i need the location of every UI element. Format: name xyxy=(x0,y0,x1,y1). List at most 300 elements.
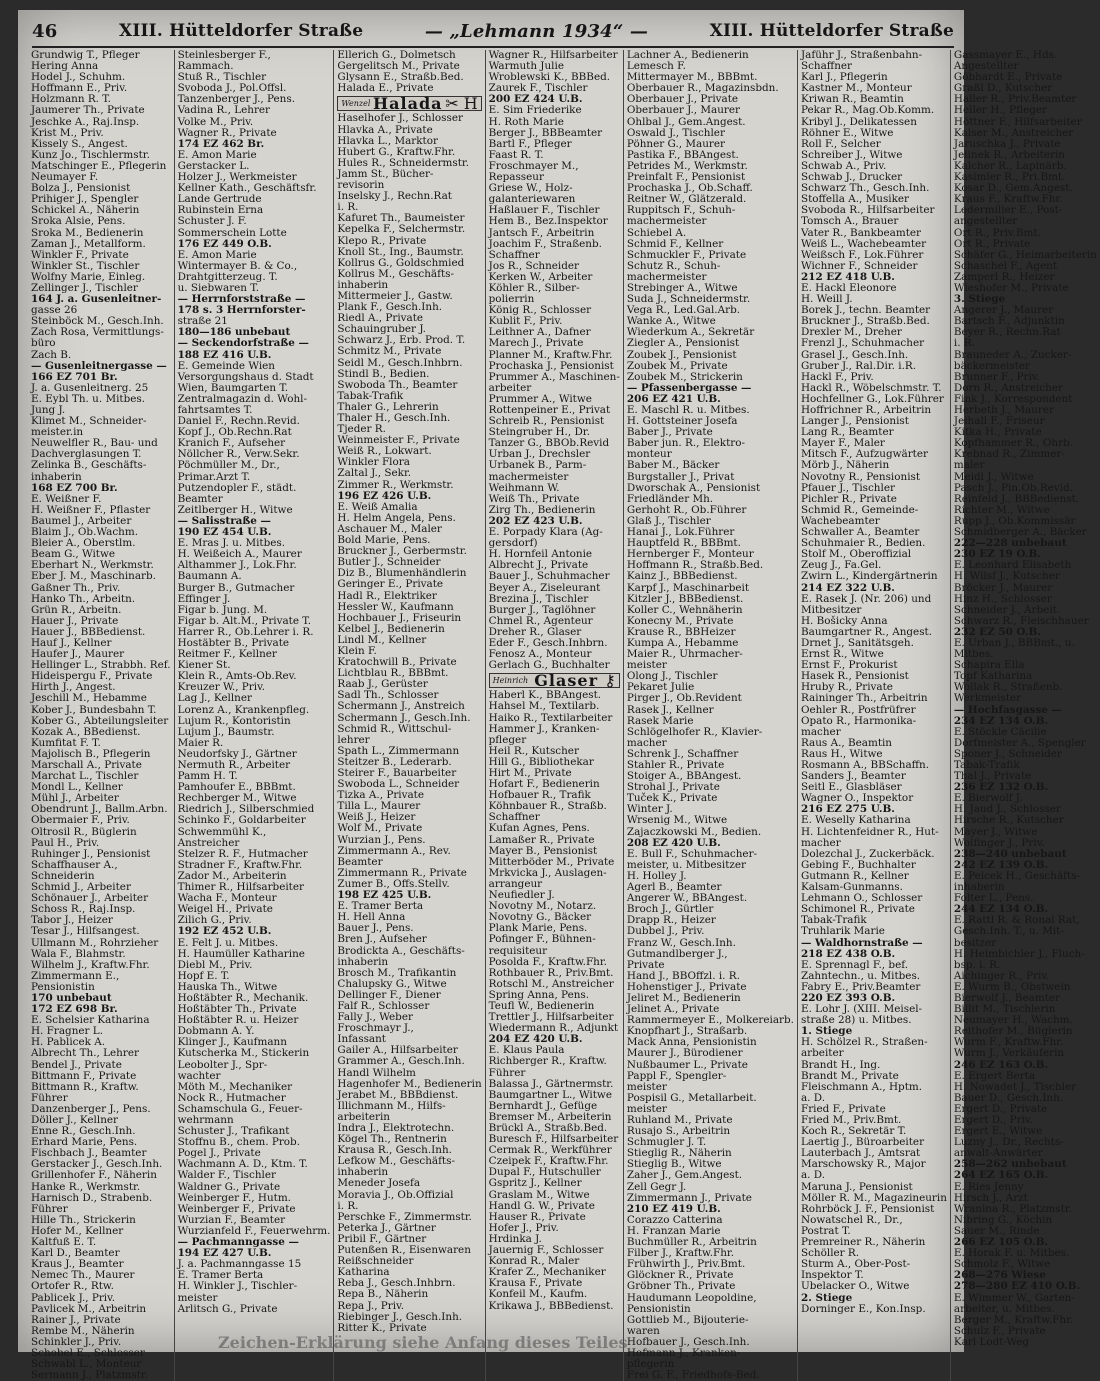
directory-entry: H. Haumüller Katharine xyxy=(177,947,305,960)
directory-entry: E. Bierwolf J. xyxy=(953,792,1023,805)
directory-entry: Hackl R., Wöbelschmstr. T. xyxy=(800,381,942,394)
directory-entry: Cermak R., Werkführer xyxy=(488,1144,612,1157)
directory-entry: Reithofer M., Büglerin xyxy=(953,1025,1073,1038)
directory-entry: Baber M., Bäcker xyxy=(626,459,720,472)
directory-entry: Sadl Th., Schlosser xyxy=(337,689,439,702)
directory-entry: 178 s. 3 Herrnforster- xyxy=(177,304,306,317)
directory-entry: Ledermiller E., Post- xyxy=(953,204,1063,217)
directory-entry: H. Franzan Marie xyxy=(626,1224,721,1237)
directory-entry: Schöller R. xyxy=(800,1247,860,1260)
directory-entry: E. Weselly Katharina xyxy=(800,814,911,827)
directory-entry: Hadl R., Elektriker xyxy=(337,589,437,602)
directory-entry: E. Klaus Paula xyxy=(488,1044,565,1057)
directory-entry: Walder F., Tischler xyxy=(177,1169,276,1182)
directory-entry: Hammer J., Kranken- xyxy=(488,722,600,735)
directory-entry: Tabak-Trafik xyxy=(337,389,404,402)
directory-entry: Zirg Th., Bedienerin xyxy=(488,503,596,516)
directory-entry: Waldner G., Private xyxy=(177,1180,281,1193)
directory-entry: 168 EZ 700 Br. xyxy=(31,481,118,494)
directory-entry: H. Pablicek A. xyxy=(31,1036,106,1049)
directory-entry: requisiteur xyxy=(488,944,548,957)
directory-entry: Pichler R., Private xyxy=(800,492,897,505)
directory-entry: Hofer J., Priv. xyxy=(488,1221,559,1234)
directory-entry: Zaltal J., Sekr. xyxy=(337,467,412,480)
directory-entry: Krausa R., Gesch.Inh. xyxy=(337,1144,452,1157)
directory-entry: 216 EZ 275 U.B. xyxy=(800,803,895,816)
directory-entry: Jeihall F., Friseur xyxy=(953,415,1045,428)
directory-entry: Wurm J., Verkäuferin xyxy=(953,1047,1065,1060)
directory-entry: Weiß R., Lokwart. xyxy=(337,445,432,458)
directory-entry: 210 EZ 419 U.B. xyxy=(626,1202,721,1215)
directory-entry: inhaberin xyxy=(337,955,389,968)
directory-entry: Nemec Th., Maurer xyxy=(31,1269,135,1282)
directory-entry: Steitzer B., Lederarb. xyxy=(337,755,452,768)
directory-entry: Gaßner Th., Priv. xyxy=(31,581,121,594)
directory-entry: E. Tramer Berta xyxy=(337,900,424,913)
directory-entry: 238—240 unbebaut xyxy=(953,847,1067,860)
directory-column xyxy=(486,50,624,1381)
directory-entry: Röhner E., Witwe xyxy=(800,126,894,139)
directory-entry: Rembe M., Näherin xyxy=(31,1324,135,1337)
directory-entry: Zimmermann R., Private xyxy=(337,866,467,879)
directory-entry: 268—276 Wiese xyxy=(953,1269,1046,1282)
directory-entry: Plank F., Gesch.Inh. xyxy=(337,301,443,314)
directory-entry: i. R. xyxy=(337,1199,359,1212)
directory-entry: Wurm F., Kraftw.Fhr. xyxy=(953,1036,1064,1049)
directory-entry: Drapp R., Heizer xyxy=(626,914,716,927)
directory-entry: 266 EZ 105 O.B. xyxy=(953,1236,1049,1249)
ad-surname: Glaser xyxy=(534,671,598,691)
directory-entry: 234 EZ 134 O.B. xyxy=(953,714,1049,727)
directory-entry: Tesar J., Hilfsangest. xyxy=(31,925,140,938)
directory-entry: Rupp J., Ob.Kommissär xyxy=(953,514,1076,527)
directory-entry: Angerer J., Maurer xyxy=(953,304,1054,317)
directory-entry: Olong J., Tischler xyxy=(626,670,718,683)
directory-entry: Maruna J., Pensionist xyxy=(800,1180,913,1193)
directory-entry: H. Weißner F., Pflaster xyxy=(31,503,151,516)
directory-entry: Corazzo Catterina xyxy=(626,1213,723,1226)
directory-entry: Schmidberger A., Bäcker xyxy=(953,526,1087,539)
directory-entry: Burger J., Taglöhner xyxy=(488,603,596,616)
directory-entry: E. Bull F., Schuhmacher- xyxy=(626,847,758,860)
advertisement-glaser xyxy=(489,671,620,691)
directory-entry: H. Wilsf J., Kutscher xyxy=(953,570,1060,583)
directory-entry: Gerhoht R., Ob.Führer xyxy=(626,503,747,516)
directory-entry: Klinger J., Kaufmann xyxy=(177,1036,287,1049)
directory-entry: Raus H., Witwe xyxy=(800,747,883,760)
directory-entry: Wachebeamter xyxy=(800,514,880,527)
directory-entry: — Salisstraße — xyxy=(177,514,271,527)
directory-entry: 190 EZ 454 U.B. xyxy=(177,526,272,539)
directory-entry: E. Felt J. u. Mitbes. xyxy=(177,936,279,949)
directory-entry: 200 EZ 424 U.B. xyxy=(488,93,583,106)
directory-entry: Topf Katharina xyxy=(953,670,1033,683)
directory-entry: Drnet J., Sanitätsgeh. xyxy=(800,636,914,649)
directory-entry: Friedländer Mh. xyxy=(626,492,714,505)
directory-entry: Nibring G., Köchin xyxy=(953,1213,1053,1226)
directory-entry: Heller H., Pfleger xyxy=(953,104,1048,117)
directory-entry: Kögel Th., Rentnerin xyxy=(337,1133,447,1146)
directory-entry: Bruckner J., Gerbermstr. xyxy=(337,545,467,558)
directory-entry: Richberger R., Kraftw. xyxy=(488,1055,607,1068)
directory-entry: E. Weiß Amalia xyxy=(337,500,418,513)
directory-entry: Dellinger F., Diener xyxy=(337,988,441,1001)
directory-entry: Thal J., Private xyxy=(953,770,1032,783)
directory-entry: meister xyxy=(626,659,667,672)
directory-entry: Drexler M., Dreher xyxy=(800,326,902,339)
directory-entry: Kaltfuß E. T. xyxy=(31,1236,97,1249)
directory-entry: Prummer A., Witwe xyxy=(488,392,592,405)
directory-entry: Novotny G., Bäcker xyxy=(488,911,592,924)
directory-entry: Stindl B., Bedien. xyxy=(337,367,430,380)
directory-entry: Urbanek B., Parm- xyxy=(488,459,587,472)
directory-entry: Reitner W., Glätzerald. xyxy=(626,193,747,206)
directory-entry: Riebinger J., Gesch.Inh. xyxy=(337,1310,463,1323)
directory-entry: Inspektor T. xyxy=(800,1269,864,1282)
header-street-right: XIII. Hütteldorfer Straße xyxy=(709,21,954,41)
directory-entry: E. Lohr J. (XIII. Meisel- xyxy=(800,1003,923,1016)
directory-entry: straße 21 xyxy=(177,315,228,328)
directory-entry: wehrmann xyxy=(177,1114,234,1126)
directory-entry: Vater R., Bankbeamter xyxy=(800,226,922,239)
directory-entry: Krafer Z., Mechaniker xyxy=(488,1266,606,1279)
directory-entry: Knopfhart J., Straßarb. xyxy=(626,1025,748,1038)
directory-entry: E. Sim Friederike xyxy=(488,104,582,117)
directory-entry: Pensionistin xyxy=(31,980,95,993)
directory-entry: Schobel E., Schlosser xyxy=(31,1346,145,1359)
directory-entry: Schwabl L., Monteur xyxy=(31,1358,142,1371)
directory-entry: Konrad R., Maler xyxy=(488,1255,580,1268)
directory-entry: Hoffmann R., Straßb.Bed. xyxy=(626,559,764,572)
directory-entry: Hirth J., Angest. xyxy=(31,681,116,694)
directory-entry: Pavlicek M., Arbeitrin xyxy=(31,1302,147,1315)
directory-entry: E. Eybl Th. u. Mitbes. xyxy=(31,392,146,405)
directory-entry: H. Weißeich A., Maurer xyxy=(177,548,302,561)
directory-entry: Fischbach J., Beamter xyxy=(31,1147,147,1160)
directory-entry: Hanke R., Werkmstr. xyxy=(31,1180,141,1193)
directory-entry: 2. Stiege xyxy=(800,1291,853,1304)
directory-entry: Lauterbach J., Amtsrat xyxy=(800,1147,921,1160)
directory-entry: Kelbel J., Bedienerin xyxy=(337,622,445,635)
directory-entry: E. Wurm B., Obstwein xyxy=(953,980,1071,993)
directory-entry: maler xyxy=(953,459,985,472)
directory-entry: Zelinka B., Geschäfts- xyxy=(31,459,147,472)
directory-entry: Jos R., Schneider xyxy=(488,259,580,272)
directory-entry: Konfeil M., Kaufm. xyxy=(488,1288,588,1301)
directory-entry: Kellner Kath., Geschäftsfr. xyxy=(177,182,317,195)
directory-entry: Schuster J., Trafikant xyxy=(177,1125,290,1138)
directory-entry: Berger M., Kraftw.Fhr. xyxy=(953,1313,1074,1326)
directory-entry: Repa B., Näherin xyxy=(337,1288,429,1301)
directory-entry: Grammer A., Gesch.Inh. xyxy=(337,1055,465,1068)
directory-entry: Oltrosil R., Büglerin xyxy=(31,825,137,838)
directory-entry: Matschinger E., Pflegerin xyxy=(31,159,167,172)
directory-entry: — Pachmanngasse — xyxy=(177,1236,299,1249)
directory-entry: Thaler G., Lehrerin xyxy=(337,400,439,413)
directory-entry: Hanai J., Lok.Führer xyxy=(626,526,735,539)
directory-entry: arbeiterin xyxy=(337,1110,390,1123)
directory-entry: E. Pelcek H., Geschäfts- xyxy=(953,869,1080,882)
directory-entry: Prochaska J., Ob.Schaff. xyxy=(626,182,753,195)
directory-entry: angestellter xyxy=(953,215,1018,228)
directory-entry: Zell Gegr J. xyxy=(626,1180,687,1193)
directory-entry: Figar b. Jung. M. xyxy=(177,603,268,616)
directory-column xyxy=(624,50,798,1381)
directory-entry: Borek J., techn. Beamter xyxy=(800,304,931,317)
directory-entry: Ubelacker O., Witwe xyxy=(800,1280,910,1293)
directory-entry: anwalt-Anwärter xyxy=(953,1147,1043,1160)
directory-entry: Führer xyxy=(31,1091,68,1104)
directory-entry: Wintermayer B. & Co., xyxy=(177,259,298,272)
directory-entry: Leithner A., Dafner xyxy=(488,326,591,339)
directory-entry: Faast R. T. xyxy=(488,148,544,161)
directory-entry: H. Nowadet J., Tischler xyxy=(953,1080,1077,1093)
directory-entry: Schimonel R., Private xyxy=(800,903,915,916)
directory-entry: E. Tramer Berta xyxy=(177,1269,264,1282)
directory-entry: Schuhmaier R., Bedien. xyxy=(800,537,926,550)
directory-entry: Hauf J., Kellner xyxy=(31,636,112,649)
directory-entry: Ziegler A., Pensionist xyxy=(626,337,740,350)
directory-entry: Jeschill M., Hebamme xyxy=(31,692,147,705)
directory-entry: Kalcher R., Lapinärb. xyxy=(953,159,1067,172)
directory-entry: E. Weißner F. xyxy=(31,492,102,505)
directory-entry: Hoßtäbter Th., Private xyxy=(177,1003,297,1016)
directory-entry: Kozak A., BBedienst. xyxy=(31,725,141,738)
directory-entry: 188 EZ 416 U.B. xyxy=(177,348,272,361)
directory-entry: Hinz H., Schlosser xyxy=(953,592,1052,605)
directory-entry: Krist M., Priv. xyxy=(31,126,104,139)
directory-entry: Stahler R., Private xyxy=(626,759,725,771)
directory-entry: bäckermeister xyxy=(953,359,1030,372)
directory-entry: Wolfinger J., Priv. xyxy=(953,836,1045,849)
directory-entry: Möller R. M., Magazineurin xyxy=(800,1191,947,1204)
directory-entry: Hessler W., Kaufmann xyxy=(337,600,454,613)
directory-entry: Reißschneider xyxy=(337,1255,414,1268)
directory-entry: Kalsam-Gunmanns. xyxy=(800,881,903,894)
directory-entry: Angerer W., BBAngest. xyxy=(626,892,748,905)
directory-entry: 166 EZ 701 Br. xyxy=(31,370,118,383)
directory-entry: Lang R., Beamter xyxy=(800,426,894,439)
directory-entry: Pablicek J., Priv. xyxy=(31,1291,116,1304)
directory-entry: Diebl M., Priv. xyxy=(177,958,253,971)
directory-entry: Kutscherka M., Stickerin xyxy=(177,1047,310,1060)
directory-entry: Karpf J., Maschinarbeit xyxy=(626,581,750,594)
directory-entry: inhaberin xyxy=(337,278,389,291)
directory-column xyxy=(28,50,175,1381)
directory-entry: Roll F., Selcher xyxy=(800,137,881,150)
directory-entry: Hopf E. T. xyxy=(177,969,230,982)
directory-entry: Zimmer R., Werkmstr. xyxy=(337,478,454,491)
directory-entry: Lemesch F. xyxy=(626,60,686,73)
directory-entry: Kratochwill B., Private xyxy=(337,656,457,669)
directory-entry: E. Wimmer W., Garten- xyxy=(953,1291,1075,1304)
directory-entry: Indra J., Elektrotechn. xyxy=(337,1122,455,1134)
directory-entry: Dupal F., Hutschuller xyxy=(488,1166,601,1179)
directory-entry: H. Lichtenfeidner R., Hut- xyxy=(800,825,939,838)
directory-entry: Prihiger J., Spengler xyxy=(31,193,139,206)
directory-entry: Marschall A., Private xyxy=(31,759,142,771)
directory-entry: Gassmayer E., Hds. xyxy=(953,49,1058,61)
directory-entry: Rainer J., Private xyxy=(31,1313,121,1326)
directory-entry: Brückl A., Straßb.Bed. xyxy=(488,1122,608,1134)
directory-entry: Steingruber H., Dr. xyxy=(488,426,590,439)
directory-entry: Oehler R., Postfrüfrer xyxy=(800,703,916,716)
directory-entry: revisorin xyxy=(337,179,385,192)
directory-entry: Lachner A., Bedienerin xyxy=(626,49,749,61)
directory-entry: Baumann A. xyxy=(177,570,242,583)
directory-entry: Svoboda R., Hilfsarbeiter xyxy=(800,204,935,217)
directory-entry: Krause R., BBHeizer xyxy=(626,625,736,638)
directory-entry: Sroka M., Bedienerin xyxy=(31,226,144,239)
directory-entry: Höttner F., Hilfsarbeiter xyxy=(953,115,1082,128)
directory-entry: Butler J., Schneider xyxy=(337,556,441,569)
directory-column xyxy=(951,50,1100,1381)
directory-entry: Klein R., Amts-Ob.Rev. xyxy=(177,670,297,683)
directory-entry: Karl D., Beamter xyxy=(31,1247,120,1260)
directory-entry: Dobmann A. Y. xyxy=(177,1025,255,1038)
directory-entry: Bröcker J., Maurer xyxy=(953,581,1053,594)
directory-entry: Neuwelfler R., Bau- und xyxy=(31,437,158,450)
directory-entry: Gerlach G., Buchhalter xyxy=(488,659,610,672)
directory-entry: 212 EZ 418 U.B. xyxy=(800,270,895,283)
directory-entry: Althammer J., Lok.Fhr. xyxy=(177,559,297,572)
directory-entry: Karl Lodt-Weg xyxy=(953,1335,1030,1348)
directory-entry: Hagenhofer M., Bedienerin xyxy=(337,1077,482,1090)
directory-entry: Hanko Th., Arbeitn. xyxy=(31,592,136,605)
directory-entry: Tjeder R. xyxy=(337,423,386,436)
directory-entry: Schrenk J., Schaffner xyxy=(626,747,739,760)
page-number: 46 xyxy=(32,20,58,42)
directory-entry: Obermaier F., Priv. xyxy=(31,814,130,827)
directory-entry: Oberbauer J., Maurer xyxy=(626,104,741,117)
directory-entry: Dorninger E., Kon.Insp. xyxy=(800,1302,926,1315)
directory-entry: Mayer J., Witwe xyxy=(953,825,1038,838)
directory-entry: J. a. Pachmanngasse 15 xyxy=(177,1258,302,1271)
directory-entry: Kollrus M., Geschäfts- xyxy=(337,267,454,280)
directory-entry: Meneder Josefa xyxy=(337,1177,421,1190)
directory-entry: E. Schelsier Katharina xyxy=(31,1014,150,1027)
directory-entry: Grün R., Arbeitn. xyxy=(31,603,122,616)
directory-entry: Mitsch F., Aufzugwärter xyxy=(800,448,928,461)
directory-entry: Kunz Jo., Tischlermstr. xyxy=(31,148,150,161)
directory-entry: Ort R., Private xyxy=(953,237,1031,250)
directory-entry: Joachim F., Straßenb. xyxy=(488,237,602,250)
directory-entry: Baber J., Private xyxy=(626,426,713,439)
directory-entry: 172 EZ 698 Br. xyxy=(31,1003,118,1016)
directory-entry: Hofmann J., Kranken- xyxy=(626,1346,741,1359)
directory-entry: Fally J., Weber xyxy=(337,1011,413,1024)
directory-entry: meister, u. Mitbesitzer xyxy=(626,858,746,871)
directory-entry: 1. Stiege xyxy=(800,1025,853,1038)
directory-entry: Strohal J., Private xyxy=(626,781,720,794)
directory-entry: 230 EZ 19 O.B. xyxy=(953,548,1041,561)
directory-entry: Sanders J., Beamter xyxy=(800,770,906,783)
directory-entry: macher xyxy=(800,836,841,849)
directory-entry: Zimmermann E., xyxy=(31,969,120,982)
directory-entry: Stoffella A., Musiker xyxy=(800,193,910,206)
directory-entry: Werkmeister xyxy=(953,692,1022,705)
directory-entry: Lag J., Kellner xyxy=(177,692,252,705)
directory-entry: H. Bošicky Anna xyxy=(800,614,888,627)
directory-entry: E. Rasek J. (Nr. 206) und xyxy=(800,592,932,605)
directory-entry: Schmid J., Arbeiter xyxy=(31,881,131,894)
directory-entry: Stieglig R., Näherin xyxy=(626,1147,732,1160)
directory-entry: Suda J., Schneidermstr. xyxy=(626,293,751,306)
directory-entry: Kollrus G., Goldschmied xyxy=(337,256,465,269)
directory-entry: Maier R., Uhrmacher- xyxy=(626,648,743,661)
directory-entry: E. Amon Marie xyxy=(177,248,257,261)
header-street-left: XIII. Hütteldorfer Straße xyxy=(118,21,364,41)
directory-entry: H. Gottsteiner Josefa xyxy=(626,415,738,428)
directory-entry: Mühl J., Arbeiter xyxy=(31,792,119,805)
directory-entry: Seitl E., Glasbläser xyxy=(800,781,902,794)
directory-entry: Jelinet A., Private xyxy=(626,1003,720,1016)
directory-entry: Schaffner xyxy=(800,60,852,73)
directory-entry: Frühwirth J., Priv.Bmt. xyxy=(626,1258,746,1271)
directory-entry: Marschowsky R., Major xyxy=(800,1158,926,1171)
directory-entry: Köhnbauer R., Straßb. xyxy=(488,800,607,813)
directory-entry: Putzendopler F., städt. xyxy=(177,481,297,494)
directory-entry: Weinberger F., Hutm. xyxy=(177,1191,291,1204)
directory-entry: Hauska Th., Witwe xyxy=(177,980,278,993)
directory-entry: Bruckner J., Straßb.Bed. xyxy=(800,315,930,328)
directory-entry: Jaführ J., Straßenbahn- xyxy=(800,49,923,61)
directory-entry: Pribil F., Gärtner xyxy=(337,1232,427,1245)
directory-entry: Rasek Marie xyxy=(626,714,694,727)
advertisement-halada xyxy=(337,94,481,114)
directory-entry: Göbhardt E., Private xyxy=(953,71,1063,84)
directory-entry: Handl G. W., Private xyxy=(488,1199,595,1212)
directory-entry: Bremser M., Arbeiterin xyxy=(488,1110,612,1123)
directory-entry: Schmid R., Gemeinde- xyxy=(800,503,919,516)
directory-entry: Tanzenberger J., Pens. xyxy=(177,93,295,106)
directory-entry: Hahsel M., Textilarb. xyxy=(488,700,600,713)
directory-entry: Richter M., Witwe xyxy=(953,503,1050,516)
directory-entry: Oberbauer J., Private xyxy=(626,93,739,106)
directory-entry: Haßlauer F., Tischler xyxy=(488,204,600,217)
directory-entry: Tizka A., Private xyxy=(337,789,425,802)
directory-entry: E. Porpady Klara (Ag- xyxy=(488,526,603,539)
page-footer: Zeichen-Erklärung siehe Anfang dieses Teiles xyxy=(218,1333,628,1352)
directory-entry: Schauingruber J. xyxy=(337,323,426,336)
directory-entry: Pekaret Julie xyxy=(626,681,695,694)
directory-entry: Zaman J., Metallform. xyxy=(31,237,146,250)
directory-entry: Billit M., Tischlerin xyxy=(953,1003,1056,1016)
directory-entry: arrangeur xyxy=(488,877,543,890)
directory-entry: Riedl A., Private xyxy=(337,312,424,325)
directory-entry: Bendel J., Private xyxy=(31,1058,122,1071)
directory-entry: Schaschel F., Agent xyxy=(953,259,1058,272)
directory-entry: Marchat L., Tischler xyxy=(31,770,139,783)
directory-entry: Schermann J., Anstreich xyxy=(337,700,465,713)
directory-entry: E. Stöckle Cäcilie xyxy=(953,725,1047,738)
directory-entry: Herbeth J., Maurer xyxy=(953,404,1054,416)
directory-entry: 264 EZ 165 O.B. xyxy=(953,1169,1049,1182)
directory-entry: Heil R., Kutscher xyxy=(488,744,579,757)
directory-entry: 3. Stiege xyxy=(953,293,1006,306)
directory-entry: Aichinger R., Priv. xyxy=(953,969,1050,982)
directory-entry: Mayer F., Maler xyxy=(800,437,885,450)
directory-entry: Eber J. M., Maschinarb. xyxy=(31,570,156,583)
directory-entry: Halada E., Private xyxy=(337,82,434,95)
directory-entry: Steinböck M., Gesch.Inh. xyxy=(31,315,164,328)
directory-entry: Froschmayr J., xyxy=(337,1022,414,1035)
directory-entry: Tilla L., Maurer xyxy=(337,800,421,813)
directory-entry: Gerstacker L. xyxy=(177,159,250,172)
directory-entry: Hirsch J., Arzt xyxy=(953,1191,1028,1204)
directory-entry: E. Rattl R. & Ronal Rat, xyxy=(953,914,1080,927)
directory-entry: Kerken W., Arbeiter xyxy=(488,270,593,283)
